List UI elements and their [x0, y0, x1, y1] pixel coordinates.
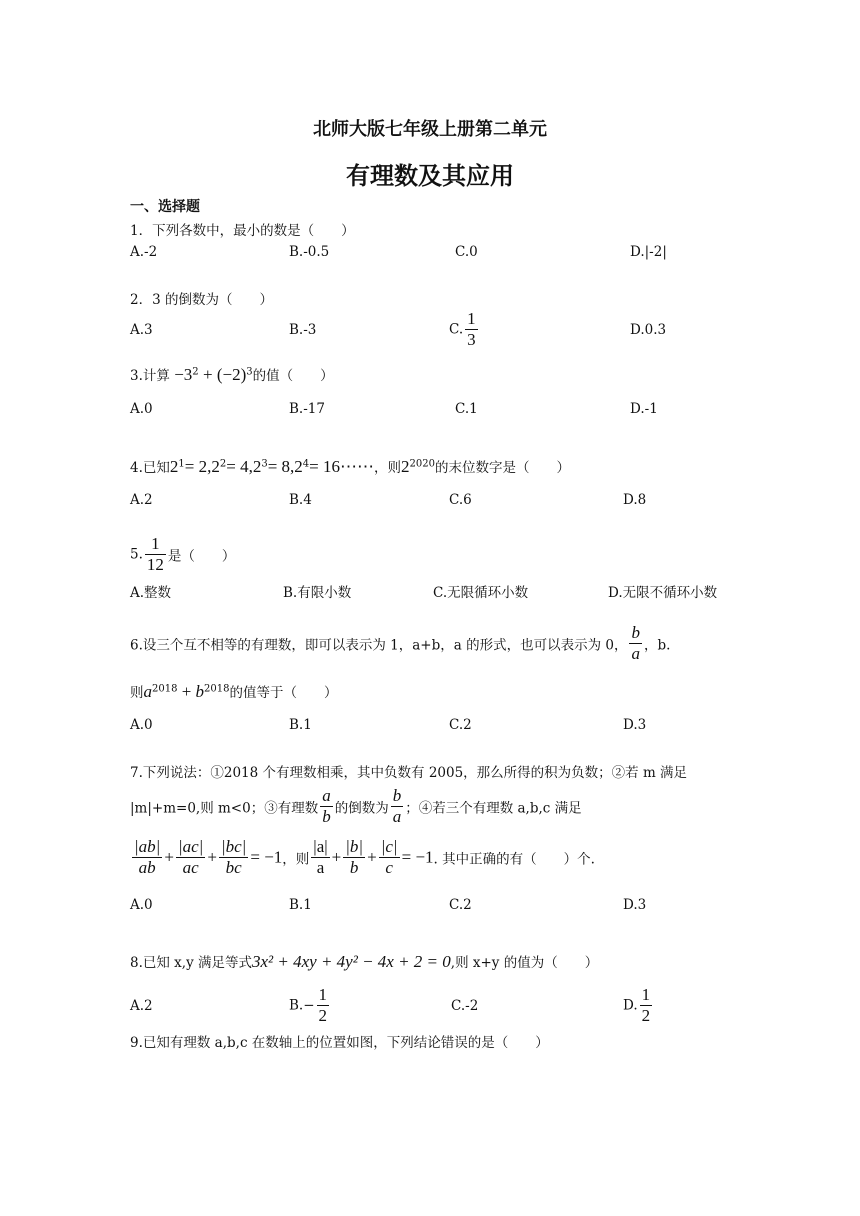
- q6-l2-suffix: 的值等于（ ）: [229, 685, 338, 701]
- q5-suffix: 是（ ）: [167, 548, 236, 565]
- q4-seq-1: = 2,2: [184, 457, 220, 476]
- q2-option-d: D.0.3: [630, 322, 667, 338]
- q6-text: 6.设三个互不相等的有理数，即可以表示为 1，a+b，a 的形式，也可以表示为 0，: [130, 637, 628, 654]
- q8-option-c: C.-2: [451, 998, 479, 1014]
- q5-option-c: C.无限循环小数: [433, 585, 529, 601]
- q4-seq-3: = 8,2: [267, 457, 303, 476]
- fraction-numerator: 1: [145, 535, 166, 555]
- fraction-numerator: 1: [641, 985, 651, 1004]
- q3-option-b: B.-17: [289, 401, 325, 417]
- q7-option-c: C.2: [449, 897, 472, 913]
- q7-fraction-c: [379, 838, 400, 877]
- q6-option-a: A.0: [130, 717, 153, 733]
- q8-option-d: [623, 986, 654, 1025]
- q7-option-d: D.3: [623, 897, 647, 913]
- q8-suffix: ,则 x+y 的值为（ ）: [450, 955, 599, 971]
- q5-stem: [130, 535, 235, 574]
- q1-option-c: C.0: [455, 244, 478, 260]
- fraction-denominator: b: [349, 857, 359, 877]
- q6-option-d: D.3: [623, 717, 647, 733]
- q8-stem: [130, 951, 598, 972]
- q7-l3-mid: ，则: [282, 851, 310, 868]
- fraction-numerator: 1: [467, 309, 476, 328]
- fraction-numerator: |b|: [345, 837, 364, 856]
- q7-fraction-a: [311, 838, 329, 877]
- q6-l2-prefix: 则: [130, 685, 144, 701]
- q1-option-d: D.|-2|: [630, 244, 667, 260]
- q8-option-b-fraction: [317, 986, 330, 1025]
- q4-base-1: 2: [169, 457, 179, 476]
- q3-plus: +: [202, 365, 213, 384]
- q7-fraction-bc: [219, 838, 248, 877]
- q2-option-a: A.3: [130, 322, 153, 338]
- q5-prefix: 5.: [130, 546, 143, 563]
- fraction-denominator: 2: [318, 1005, 328, 1025]
- q6-var-b: b: [195, 682, 205, 701]
- q8-option-b-label: B.−: [289, 997, 315, 1014]
- q8-option-d-label: D.: [623, 997, 638, 1014]
- q7-option-b: B.1: [289, 897, 312, 913]
- fraction-denominator: bc: [225, 857, 242, 877]
- q1-option-a: A.-2: [130, 244, 158, 260]
- q4-exp-5: 2020: [409, 458, 435, 470]
- q7-equals-2: = −1: [401, 847, 434, 867]
- q4-prefix: 4.已知: [130, 460, 170, 476]
- fraction-numerator: |ab|: [134, 837, 161, 856]
- q9-stem: 9.已知有理数 a,b,c 在数轴上的位置如图，下列结论错误的是（ ）: [130, 1035, 549, 1051]
- q4-exp-4: 4: [302, 458, 310, 470]
- q7-plus-3: +: [331, 847, 342, 867]
- q3-option-d: D.-1: [630, 401, 658, 417]
- fraction-numerator: |a|: [313, 837, 328, 856]
- q8-option-a: A.2: [130, 998, 153, 1014]
- q7-line-2: [130, 787, 582, 826]
- q6-fraction: [629, 624, 642, 663]
- q7-plus-2: +: [207, 847, 217, 867]
- q3-suffix: 的值（ ）: [252, 368, 334, 384]
- q7-plus-1: +: [164, 847, 174, 867]
- fraction-denominator: ab: [138, 857, 156, 877]
- q7-option-a: A.0: [130, 897, 153, 913]
- q4-base-5: 2: [401, 457, 410, 476]
- q7-fraction-a-over-b: [320, 787, 333, 826]
- q4-seq-2: = 4,2: [226, 457, 262, 476]
- fraction-numerator: b: [631, 623, 640, 642]
- section-heading: 一、选择题: [130, 199, 200, 215]
- q4-option-d: D.8: [623, 492, 647, 508]
- q7-fraction-b: [343, 838, 365, 877]
- q5-fraction: [145, 535, 166, 574]
- q3-prefix: 3.计算: [130, 368, 170, 384]
- title-line-1: 北师大版七年级上册第二单元: [313, 119, 547, 140]
- fraction-denominator: 12: [146, 554, 164, 574]
- q4-option-a: A.2: [130, 492, 153, 508]
- fraction-denominator: 3: [467, 329, 476, 349]
- q4-exp-3: 3: [261, 458, 268, 470]
- q1-stem: 1．下列各数中，最小的数是（ ）: [130, 223, 355, 239]
- q7-fraction-ac: [176, 838, 205, 877]
- q6-exp-a: 2018: [152, 683, 178, 695]
- q2-option-c: [449, 310, 480, 349]
- q7-line-1: 7.下列说法：①2018 个有理数相乘，其中负数有 2005，那么所得的积为负数；②若 m 满足: [130, 765, 688, 781]
- q7-fraction-ab: [132, 838, 162, 877]
- q6-var-a: a: [143, 682, 152, 701]
- q7-l2b: 的倒数为: [334, 800, 389, 817]
- q5-option-b: B.有限小数: [283, 585, 352, 601]
- q8-prefix: 8.已知 x,y 满足等式: [130, 955, 252, 971]
- q7-plus-4: +: [367, 847, 377, 867]
- title-line-2: 有理数及其应用: [346, 162, 514, 190]
- q5-option-d: D.无限不循环小数: [608, 585, 718, 601]
- fraction-numerator: b: [392, 786, 402, 805]
- q3-option-a: A.0: [130, 401, 153, 417]
- q7-fraction-b-over-a: [391, 787, 404, 826]
- fraction-denominator: a: [316, 857, 325, 877]
- q8-equation: 3x² + 4xy + 4y² − 4x + 2 = 0: [252, 952, 451, 971]
- q7-l2a: |m|+m=0,则 m<0；③有理数: [130, 800, 319, 817]
- q4-suffix: 的末位数字是（ ）: [434, 460, 570, 476]
- q7-equals-1: = −1: [250, 847, 283, 867]
- q2-option-c-fraction: [465, 310, 478, 349]
- q7-line-3: [130, 838, 595, 877]
- q6-tail: ，b.: [643, 637, 671, 654]
- q3-term-a: −3: [174, 365, 193, 384]
- q4-exp-1: 1: [178, 458, 185, 470]
- fraction-denominator: a: [392, 806, 402, 826]
- fraction-numerator: |ac|: [177, 837, 204, 856]
- fraction-denominator: ac: [182, 857, 199, 877]
- q3-term-b: (−2): [216, 365, 247, 384]
- q3-exp-a: 2: [192, 366, 199, 378]
- q4-mid: ，则: [374, 460, 402, 476]
- q7-l3-tail: . 其中正确的有（ ）个.: [433, 851, 595, 868]
- fraction-denominator: a: [631, 643, 640, 663]
- fraction-numerator: 1: [318, 985, 328, 1004]
- q4-option-b: B.4: [289, 492, 312, 508]
- q6-exp-b: 2018: [204, 683, 230, 695]
- q6-option-b: B.1: [289, 717, 312, 733]
- q2-stem: 2．3 的倒数为（ ）: [130, 292, 273, 308]
- q4-seq-4: = 16⋯⋯: [309, 457, 375, 476]
- fraction-numerator: a: [322, 786, 331, 805]
- q3-exp-b: 3: [246, 366, 253, 378]
- q1-option-b: B.-0.5: [289, 244, 330, 260]
- fraction-denominator: b: [322, 806, 331, 826]
- fraction-numerator: |c|: [380, 837, 398, 856]
- q4-option-c: C.6: [449, 492, 472, 508]
- q4-exp-2: 2: [219, 458, 227, 470]
- q2-option-c-label: C.: [449, 321, 464, 338]
- q6-line-1: [130, 624, 670, 663]
- fraction-denominator: 2: [641, 1005, 651, 1025]
- q5-option-a: A.整数: [130, 585, 172, 601]
- q8-option-d-fraction: [640, 986, 653, 1025]
- q8-option-b: [289, 986, 331, 1025]
- q3-stem: [130, 364, 334, 385]
- q3-option-c: C.1: [455, 401, 478, 417]
- q6-plus: +: [177, 682, 196, 701]
- q4-stem: [130, 456, 570, 477]
- q2-option-b: B.-3: [289, 322, 317, 338]
- q7-l2c: ；④若三个有理数 a,b,c 满足: [405, 800, 582, 817]
- fraction-denominator: c: [385, 857, 393, 877]
- fraction-numerator: |bc|: [220, 837, 247, 856]
- q6-option-c: C.2: [449, 717, 472, 733]
- q6-line-2: [130, 681, 338, 702]
